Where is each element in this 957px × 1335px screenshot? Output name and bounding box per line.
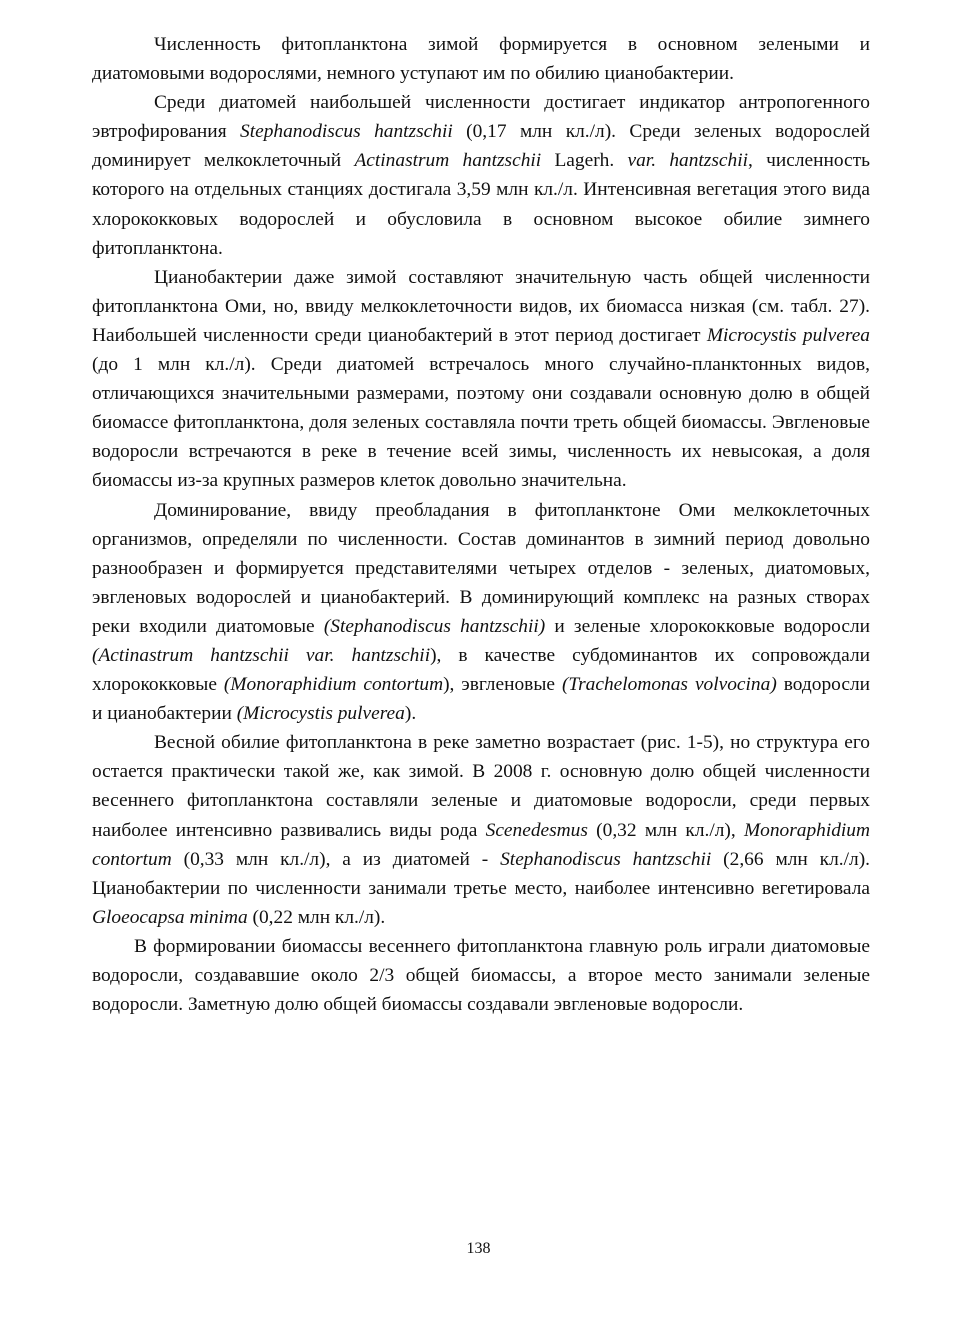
species-name: (Microcystis pulverea	[236, 703, 405, 725]
text-run: Весной обилие фитопланктона в реке заметно возрастает (рис. 1-5), но структура его остается практически такой же, как зимой. В 2008 г. основную долю общей численности весеннего фитопланктона составляли зеленые и диатомовые водоросли, среди первых наиболее интенсивно развивались виды рода	[92, 732, 870, 841]
text-run: В формировании биомассы весеннего фитопланктона главную роль играли диатомовые водоросли, создававшие около 2/3 общей биомассы, а второе место занимали зеленые водоросли. Заметную долю общей биомассы создавали эвгленовые водоросли.	[92, 935, 870, 1016]
text-run: Lagerh.	[541, 150, 628, 172]
species-name: Scenedesmus	[485, 819, 588, 841]
paragraph	[92, 30, 870, 88]
species-name: (Trachelomonas volvocina)	[561, 674, 777, 696]
text-run: Доминирование, ввиду преобладания в фитопланктоне Оми мелкоклеточных организмов, определяли по численности. Состав доминантов в зимний период довольно разнообразен и формируется представителями четырех отделов - зеленых, диатомовых, эвгленовых водорослей и цианобактерий. В доминирующий комплекс на разных створах реки входили диатомовые	[92, 499, 870, 637]
species-name: (Stephanodiscus hantzschii)	[323, 615, 546, 637]
text-run: (2,66 млн кл./л). Цианобактерии по численности занимали третье место, наиболее интенсивно вегетировала	[92, 848, 870, 899]
page-number: 138	[466, 1240, 491, 1257]
text-run: ), в качестве субдоминантов их сопровождали хлорококковые	[92, 644, 871, 696]
species-name: var. hantzschii	[627, 150, 748, 172]
species-name: Gloeocapsa minima	[92, 906, 248, 928]
paragraph	[92, 263, 870, 496]
species-name: Microcystis pulverea	[706, 324, 870, 346]
text-run: Численность фитопланктона зимой формируется в основном зелеными и диатомовыми водорослями, немного уступают им по обилию цианобактерии.	[92, 34, 870, 85]
text-run: (0,32 млн кл./л),	[587, 819, 744, 841]
text-run: Среди диатомей наибольшей численности достигает индикатор антропогенного эвтрофирования	[92, 92, 870, 143]
species-name: Stephanodiscus hantzschii	[500, 848, 712, 870]
document-page	[92, 30, 870, 1019]
text-run: ), эвгленовые	[443, 674, 562, 696]
paragraph	[92, 932, 870, 1019]
text-run: водоросли и цианобактерии	[92, 674, 871, 725]
text-run: (0,17 млн кл./л). Среди зеленых водорослей доминирует мелкоклеточный	[92, 121, 870, 172]
species-name: Stephanodiscus hantzschii	[240, 121, 453, 143]
text-run: ).	[404, 703, 417, 725]
paragraph	[92, 88, 870, 263]
paragraph	[92, 496, 870, 729]
species-name: (Monoraphidium contortum	[223, 674, 444, 696]
text-run: (до 1 млн кл./л). Среди диатомей встречалось много случайно-планктонных видов, отличающихся значительными размерами, поэтому они создавали основную долю в общей биомассе фитопланктона, доля зеленых составляла почти треть общей биомассы. Эвгленовые водоросли встречаются в реке в течение всей зимы, численность их невысокая, а доля биомассы из-за крупных размеров клеток довольно значительна.	[92, 354, 870, 492]
text-run: , численность которого на отдельных станциях достигала 3,59 млн кл./л. Интенсивная вегетация этого вида хлорококковых водорослей и обусловила в основном высокое обилие зимнего фитопланктона.	[92, 150, 870, 259]
text-run: и зеленые хлорококковые водоросли	[545, 615, 870, 637]
text-run: (0,22 млн кл./л).	[247, 906, 386, 928]
paragraph	[92, 728, 870, 932]
species-name: (Actinastrum hantzschii var. hantzschii	[92, 644, 431, 666]
text-run: (0,33 млн кл./л), а из диатомей -	[171, 848, 501, 870]
species-name: Actinastrum hantzschii	[354, 150, 542, 172]
species-name: Monoraphidium contortum	[92, 819, 871, 870]
text-run: Цианобактерии даже зимой составляют значительную часть общей численности фитопланктона Оми, но, ввиду мелкоклеточности видов, их биомасса низкая (см. табл. 27). Наибольшей численности среди цианобактерий в этот период достигает	[92, 266, 870, 346]
